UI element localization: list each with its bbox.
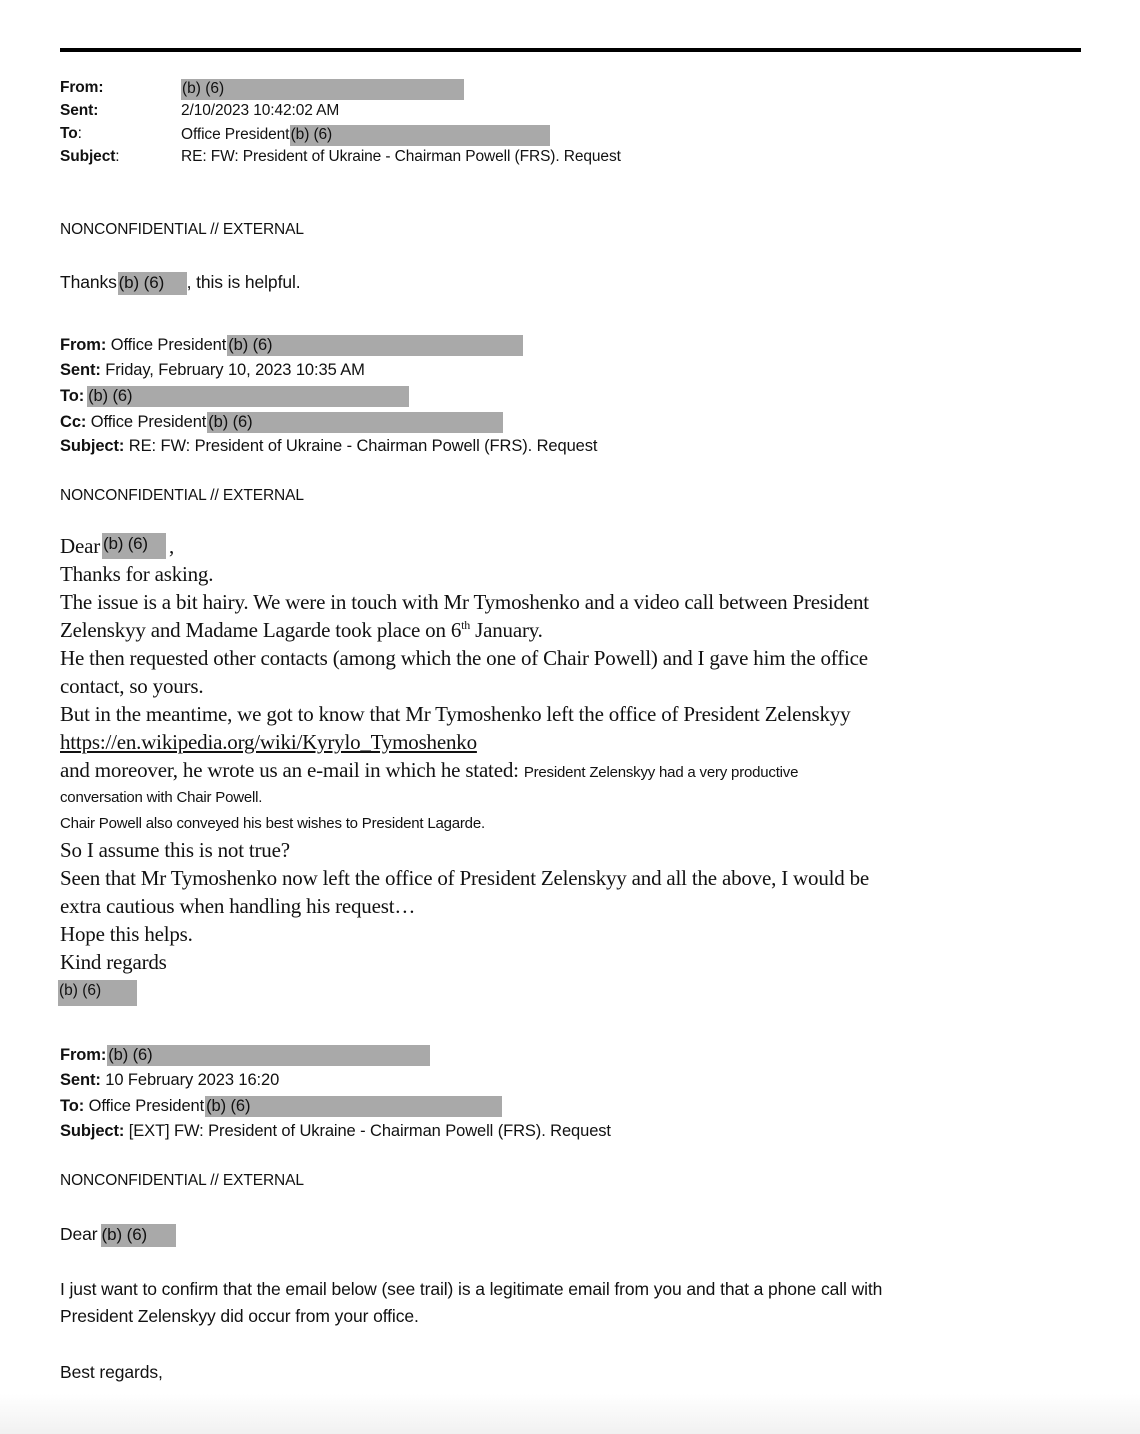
sent-value: Friday, February 10, 2023 10:35 AM — [105, 361, 365, 379]
thanks-prefix: Thanks — [60, 272, 117, 292]
from-prefix: Office President — [110, 336, 227, 354]
greeting-suffix: , — [169, 534, 175, 558]
body-line: But in the meantime, we got to know that Mr Tymoshenko left the office of President Zelenskyy — [60, 702, 851, 726]
cc-line — [60, 412, 503, 433]
signature — [58, 980, 137, 1006]
top-rule — [60, 48, 1081, 52]
classification-2: NONCONFIDENTIAL // EXTERNAL — [60, 487, 304, 504]
to-line — [60, 386, 409, 407]
from-line — [60, 1045, 430, 1066]
closing: Best regards, — [60, 1362, 163, 1382]
to-label: To: — [60, 387, 85, 405]
redaction: (b) (6) — [290, 125, 550, 146]
body-line — [60, 618, 543, 643]
classification-3: NONCONFIDENTIAL // EXTERNAL — [60, 1172, 304, 1189]
to-prefix: Office President — [181, 126, 290, 143]
line3-b: January. — [470, 618, 543, 642]
body-line: Hope this helps. — [60, 922, 193, 946]
cc-prefix: Office President — [90, 413, 207, 431]
body-line: President Zelenskyy did occur from your office. — [60, 1306, 419, 1326]
to-label-text: To — [60, 125, 78, 142]
subject-label-colon: : — [115, 148, 120, 165]
subject-line — [60, 1122, 611, 1141]
body-line: Thanks for asking. — [60, 562, 214, 586]
from-label: From: — [60, 336, 107, 354]
body-line: The issue is a bit hairy. We were in touch with Mr Tymoshenko and a video call between President — [60, 590, 869, 614]
body-line: extra cautious when handling his request… — [60, 894, 416, 918]
from-line — [60, 335, 523, 356]
thanks-suffix: , this is helpful. — [186, 272, 301, 292]
sent-line — [60, 1071, 279, 1090]
sent-label: Sent: — [60, 102, 99, 119]
body-line: Kind regards — [60, 950, 167, 974]
sent-value: 10 February 2023 16:20 — [105, 1071, 280, 1089]
sent-value: 2/10/2023 10:42:02 AM — [181, 102, 340, 119]
to-value — [181, 125, 550, 146]
classification-1: NONCONFIDENTIAL // EXTERNAL — [60, 221, 304, 238]
subject-value: RE: FW: President of Ukraine - Chairman Powell (FRS). Request — [128, 437, 598, 455]
body-line: He then requested other contacts (among which the one of Chair Powell) and I gave him the office — [60, 646, 868, 670]
quote-line: conversation with Chair Powell. — [60, 789, 263, 806]
wikipedia-link[interactable]: https://en.wikipedia.org/wiki/Kyrylo_Tymoshenko — [60, 730, 477, 754]
greeting — [60, 533, 174, 559]
cc-label: Cc: — [60, 413, 87, 431]
body-line: Seen that Mr Tymoshenko now left the office of President Zelenskyy and all the above, I would be — [60, 866, 870, 890]
to-label — [60, 125, 180, 143]
redaction: (b) (6) — [181, 79, 464, 100]
to-line — [60, 1096, 502, 1117]
sent-line — [60, 361, 365, 380]
redaction: (b) (6) — [118, 272, 187, 295]
line7-quote: President Zelenskyy had a very productive — [523, 764, 799, 781]
subject-label: Subject: — [60, 1122, 125, 1140]
subject-label-text: Subject — [60, 148, 116, 165]
reply-thanks — [60, 272, 301, 295]
subject-label: Subject: — [60, 437, 125, 455]
quote-line: Chair Powell also conveyed his best wishes to President Lagarde. — [60, 815, 485, 832]
body-line: So I assume this is not true? — [60, 838, 290, 862]
from-label: From: — [60, 79, 104, 96]
line3-a: Zelenskyy and Madame Lagarde took place on 6 — [60, 618, 462, 642]
sent-label: Sent: — [60, 361, 101, 379]
redaction: (b) (6) — [102, 533, 166, 559]
bottom-fade — [0, 1394, 1140, 1434]
redaction: (b) (6) — [107, 1045, 430, 1066]
wikipedia-link-line — [60, 730, 477, 755]
greeting-prefix: Dear — [60, 1224, 98, 1244]
redaction: (b) (6) — [207, 412, 503, 433]
from-value — [181, 79, 464, 100]
greeting — [60, 1224, 176, 1247]
redaction: (b) (6) — [101, 1224, 176, 1247]
sent-label: Sent: — [60, 1071, 101, 1089]
redaction: (b) (6) — [87, 386, 409, 407]
subject-value: [EXT] FW: President of Ukraine - Chairman Powell (FRS). Request — [128, 1122, 611, 1140]
ordinal-suffix: th — [461, 618, 471, 632]
subject-line — [60, 437, 597, 456]
to-prefix: Office President — [88, 1097, 205, 1115]
body-line — [60, 758, 798, 783]
body-line: I just want to confirm that the email below (see trail) is a legitimate email from you and that a phone call with — [60, 1279, 883, 1299]
body-line: contact, so yours. — [60, 674, 204, 698]
to-label: To: — [60, 1097, 85, 1115]
subject-value: RE: FW: President of Ukraine - Chairman Powell (FRS). Request — [181, 148, 621, 165]
subject-label — [60, 148, 180, 166]
to-label-colon: : — [77, 125, 82, 142]
from-label: From: — [60, 1046, 107, 1064]
redaction: (b) (6) — [227, 335, 523, 356]
redaction: (b) (6) — [205, 1096, 502, 1117]
line7-serif: and moreover, he wrote us an e-mail in which he stated: — [60, 758, 524, 782]
redaction: (b) (6) — [58, 980, 137, 1006]
greeting-prefix: Dear — [60, 534, 101, 558]
